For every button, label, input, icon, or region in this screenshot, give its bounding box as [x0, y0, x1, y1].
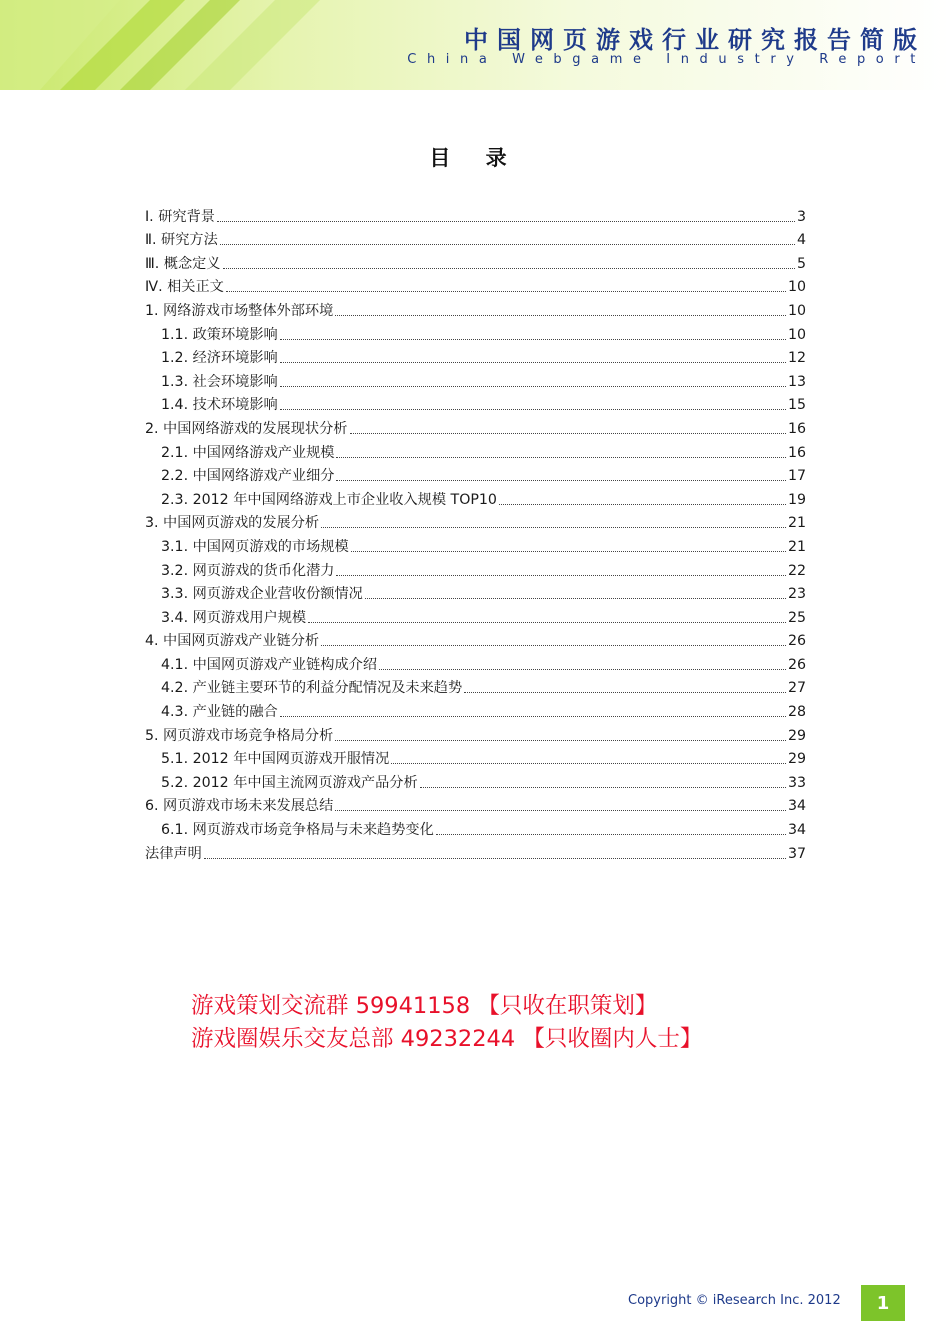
toc-entry-text: 2.1. 中国网络游戏产业规模	[161, 444, 335, 461]
toc-dot-leader	[391, 763, 786, 764]
toc-entry-page: 29	[787, 727, 806, 744]
toc-entry-page: 4	[796, 232, 806, 249]
toc-entry[interactable]	[145, 296, 806, 320]
toc-entry-page: 21	[787, 538, 806, 555]
toc-entry-text: 2. 中国网络游戏的发展现状分析	[145, 420, 348, 437]
header-title: 中国网页游戏行业研究报告简版	[464, 26, 926, 54]
toc-entry-text: 3.3. 网页游戏企业营收份额情况	[161, 586, 363, 603]
toc-entry-page: 10	[787, 302, 806, 319]
toc-dot-leader	[280, 339, 786, 340]
toc-entry-page: 13	[787, 373, 806, 390]
toc-entry-page: 23	[787, 586, 806, 603]
toc-entry-text: 1. 网络游戏市场整体外部环境	[145, 302, 334, 319]
toc-entry-text: 3. 中国网页游戏的发展分析	[145, 515, 320, 532]
toc-entry-text: Ⅰ. 研究背景	[145, 208, 215, 225]
toc-entry-page: 10	[787, 326, 806, 343]
toc-dot-leader	[335, 740, 786, 741]
toc-entry-page: 28	[787, 704, 806, 721]
toc-entry-text: 1.4. 技术环境影响	[161, 397, 278, 414]
toc-entry[interactable]	[145, 320, 806, 344]
toc-dot-leader	[336, 575, 785, 576]
toc-entry-text: 3.2. 网页游戏的货币化潜力	[161, 562, 335, 579]
toc-dot-leader	[217, 221, 795, 222]
toc-dot-leader	[420, 787, 786, 788]
toc-entry-page: 26	[787, 633, 806, 650]
footer-copyright: Copyright © iResearch Inc. 2012	[628, 1293, 841, 1308]
toc-entry-page: 22	[787, 562, 806, 579]
toc-entry-page: 34	[787, 822, 806, 839]
toc-entry[interactable]	[145, 721, 806, 745]
toc-dot-leader	[335, 810, 786, 811]
toc-dot-leader	[336, 480, 785, 481]
toc-entry-page: 33	[787, 774, 806, 791]
toc-dot-leader	[280, 362, 786, 363]
toc-entry[interactable]	[145, 650, 806, 674]
toc-entry-page: 26	[787, 656, 806, 673]
toc-entry-text: 2.3. 2012 年中国网络游戏上市企业收入规模 TOP10	[161, 491, 497, 508]
toc-dot-leader	[379, 669, 786, 670]
toc-entry-page: 25	[787, 609, 806, 626]
toc-entry-page: 16	[787, 444, 806, 461]
toc-entry-page: 3	[796, 208, 806, 225]
toc-entry[interactable]	[145, 792, 806, 816]
toc-entry-page: 29	[787, 751, 806, 768]
toc-dot-leader	[365, 598, 786, 599]
toc-entry-page: 15	[787, 397, 806, 414]
toc-entry-text: 3.1. 中国网页游戏的市场规模	[161, 538, 349, 555]
toc-entry-text: 1.3. 社会环境影响	[161, 373, 278, 390]
toc-entry[interactable]	[145, 485, 806, 509]
toc-dot-leader	[280, 716, 786, 717]
promo-line-1: 游戏策划交流群 59941158 【只收在职策划】	[191, 993, 658, 1019]
toc-entry[interactable]	[145, 462, 806, 486]
toc-entry[interactable]	[145, 226, 806, 250]
toc-entry[interactable]	[145, 697, 806, 721]
toc-entry-text: 5. 网页游戏市场竞争格局分析	[145, 727, 334, 744]
toc-entry[interactable]	[145, 367, 806, 391]
toc-dot-leader	[280, 386, 786, 387]
toc-entry-text: 法律声明	[145, 845, 202, 862]
toc-entry[interactable]	[145, 344, 806, 368]
toc-entry-text: 6. 网页游戏市场未来发展总结	[145, 798, 334, 815]
toc-dot-leader	[223, 268, 795, 269]
toc-entry-page: 5	[796, 255, 806, 272]
toc-entry-page: 34	[787, 798, 806, 815]
toc-dot-leader	[499, 504, 786, 505]
header-subtitle: China Webgame Industry Report	[407, 52, 926, 67]
toc-entry-text: 5.2. 2012 年中国主流网页游戏产品分析	[161, 774, 418, 791]
toc-dot-leader	[350, 433, 786, 434]
toc-entry-text: 4.1. 中国网页游戏产业链构成介绍	[161, 656, 378, 673]
toc-entry[interactable]	[145, 603, 806, 627]
page-number-badge: 1	[861, 1285, 905, 1321]
toc-entry[interactable]	[145, 391, 806, 415]
toc-entry-page: 21	[787, 515, 806, 532]
toc-dot-leader	[336, 457, 785, 458]
toc-entry[interactable]	[145, 627, 806, 651]
toc-entry[interactable]	[145, 815, 806, 839]
toc-entry-text: 4.3. 产业链的融合	[161, 704, 278, 721]
toc-entry[interactable]	[145, 414, 806, 438]
toc-entry-text: Ⅲ. 概念定义	[145, 255, 221, 272]
toc-entry-text: 6.1. 网页游戏市场竞争格局与未来趋势变化	[161, 822, 434, 839]
toc-entry[interactable]	[145, 202, 806, 226]
toc-entry-text: 5.1. 2012 年中国网页游戏开服情况	[161, 751, 390, 768]
toc-entry-text: Ⅳ. 相关正文	[145, 279, 224, 296]
toc-entry-page: 16	[787, 420, 806, 437]
toc-dot-leader	[351, 551, 786, 552]
toc-entry[interactable]	[145, 839, 806, 863]
toc-entry-page: 17	[787, 468, 806, 485]
toc-entry[interactable]	[145, 745, 806, 769]
toc-entry[interactable]	[145, 438, 806, 462]
promo-line-2: 游戏圈娱乐交友总部 49232244 【只收圈内人士】	[191, 1026, 703, 1052]
toc-entry-page: 12	[787, 350, 806, 367]
toc-entry[interactable]	[145, 249, 806, 273]
toc-entry-text: Ⅱ. 研究方法	[145, 232, 218, 249]
toc-entry[interactable]	[145, 532, 806, 556]
toc-title: 目 录	[429, 146, 521, 170]
toc-dot-leader	[321, 527, 786, 528]
toc-dot-leader	[321, 645, 786, 646]
toc-dot-leader	[464, 692, 786, 693]
toc-entry[interactable]	[145, 674, 806, 698]
toc-entry-text: 3.4. 网页游戏用户规模	[161, 609, 307, 626]
toc-dot-leader	[226, 291, 786, 292]
toc-entry-text: 4. 中国网页游戏产业链分析	[145, 633, 320, 650]
toc-dot-leader	[220, 244, 795, 245]
toc-entry[interactable]	[145, 556, 806, 580]
toc-entry[interactable]	[145, 273, 806, 297]
page-header-banner	[0, 0, 950, 90]
toc-dot-leader	[204, 858, 786, 859]
toc-entry-page: 19	[787, 491, 806, 508]
table-of-contents	[145, 202, 806, 863]
toc-dot-leader	[280, 409, 786, 410]
toc-dot-leader	[335, 315, 786, 316]
toc-entry-page: 27	[787, 680, 806, 697]
toc-entry-text: 2.2. 中国网络游戏产业细分	[161, 468, 335, 485]
toc-entry-text: 1.1. 政策环境影响	[161, 326, 278, 343]
toc-dot-leader	[308, 622, 786, 623]
toc-entry-text: 1.2. 经济环境影响	[161, 350, 278, 367]
toc-entry[interactable]	[145, 580, 806, 604]
toc-entry-page: 37	[787, 845, 806, 862]
toc-entry[interactable]	[145, 768, 806, 792]
toc-entry[interactable]	[145, 509, 806, 533]
toc-entry-text: 4.2. 产业链主要环节的利益分配情况及未来趋势	[161, 680, 463, 697]
toc-dot-leader	[436, 834, 786, 835]
toc-entry-page: 10	[787, 279, 806, 296]
promo-text	[191, 990, 702, 1056]
